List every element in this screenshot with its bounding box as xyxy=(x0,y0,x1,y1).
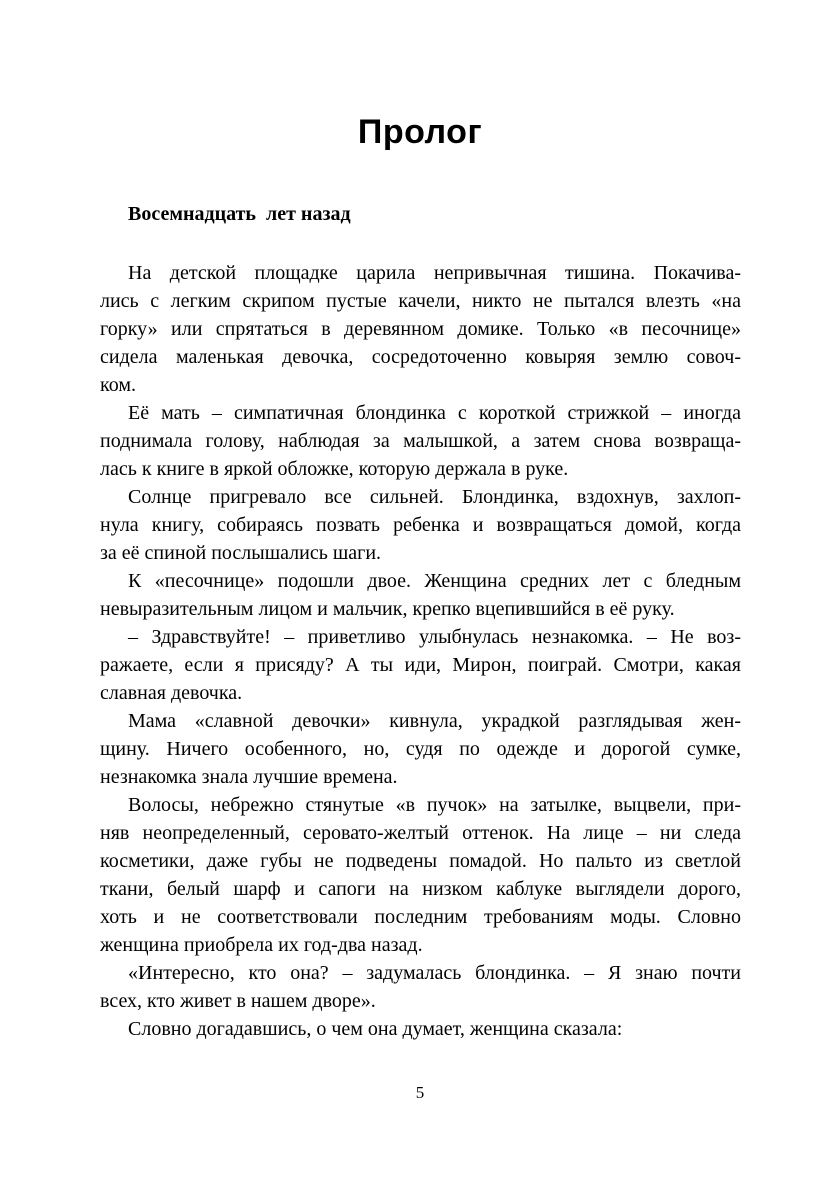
text-line: нула книгу, собираясь позвать ребенка и возвращаться домой, когда xyxy=(100,514,741,536)
text-line: ражаете, если я присяду? А ты иди, Мирон, поиграй. Смотри, какая xyxy=(100,654,741,676)
text-line: поднимала голову, наблюдая за малышкой, а затем снова возвраща- xyxy=(100,430,741,452)
text-line: славная девочка. xyxy=(100,682,243,704)
text-line: – Здравствуйте! – приветливо улыбнулась незнакомка. – Не воз- xyxy=(128,626,741,648)
section-subtitle: Восемнадцать лет назад xyxy=(128,203,351,225)
paragraph xyxy=(100,567,741,623)
text-line: Волосы, небрежно стянутые «в пучок» на затылке, выцвели, при- xyxy=(128,794,741,816)
text-line: лись с легким скрипом пустые качели, никто не пытался влезть «на xyxy=(100,290,741,312)
text-line: Её мать – симпатичная блондинка с короткой стрижкой – иногда xyxy=(128,402,741,424)
paragraph xyxy=(100,623,741,707)
text-line: косметики, даже губы не подведены помадой. Но пальто из светлой xyxy=(100,850,741,872)
paragraph xyxy=(100,483,741,567)
text-line: женщина приобрела их год-два назад. xyxy=(100,934,423,956)
text-line: Мама «славной девочки» кивнула, украдкой разглядывая жен- xyxy=(128,710,741,732)
paragraph xyxy=(100,1015,741,1043)
text-line: На детской площадке царила непривычная тишина. Покачива- xyxy=(128,262,741,284)
text-line: Солнце пригревало все сильней. Блондинка, вздохнув, захлоп- xyxy=(128,486,741,508)
text-line: хоть и не соответствовали последним требованиям моды. Словно xyxy=(100,906,741,928)
text-line: всех, кто живет в нашем дворе». xyxy=(100,990,376,1012)
text-line: «Интересно, кто она? – задумалась блондинка. – Я знаю почти xyxy=(128,962,741,984)
paragraph xyxy=(100,399,741,483)
text-line: сидела маленькая девочка, сосредоточенно ковыряя землю совоч- xyxy=(100,346,741,368)
paragraph xyxy=(100,959,741,1015)
body-text xyxy=(100,259,741,1043)
text-line: щину. Ничего особенного, но, судя по одежде и дорогой сумке, xyxy=(100,738,741,760)
text-line: ком. xyxy=(100,374,136,396)
text-line: ткани, белый шарф и сапоги на низком каблуке выглядели дорого, xyxy=(100,878,741,900)
text-line: горку» или спрятаться в деревянном домике. Только «в песочнице» xyxy=(100,318,741,340)
text-line: невыразительным лицом и мальчик, крепко вцепившийся в её руку. xyxy=(100,598,675,620)
text-line: лась к книге в яркой обложке, которую держала в руке. xyxy=(100,458,569,480)
text-line: Словно догадавшись, о чем она думает, женщина сказала: xyxy=(128,1018,623,1040)
chapter-title: Пролог xyxy=(357,113,483,151)
text-line: за её спиной послышались шаги. xyxy=(100,542,382,564)
page-number: 5 xyxy=(415,1083,425,1102)
paragraph xyxy=(100,707,741,791)
paragraph xyxy=(100,791,741,959)
paragraph xyxy=(100,259,741,399)
text-line: незнакомка знала лучшие времена. xyxy=(100,766,398,788)
text-line: К «песочнице» подошли двое. Женщина средних лет с бледным xyxy=(128,570,741,592)
text-line: няв неопределенный, серовато-желтый оттенок. На лице – ни следа xyxy=(100,822,741,844)
